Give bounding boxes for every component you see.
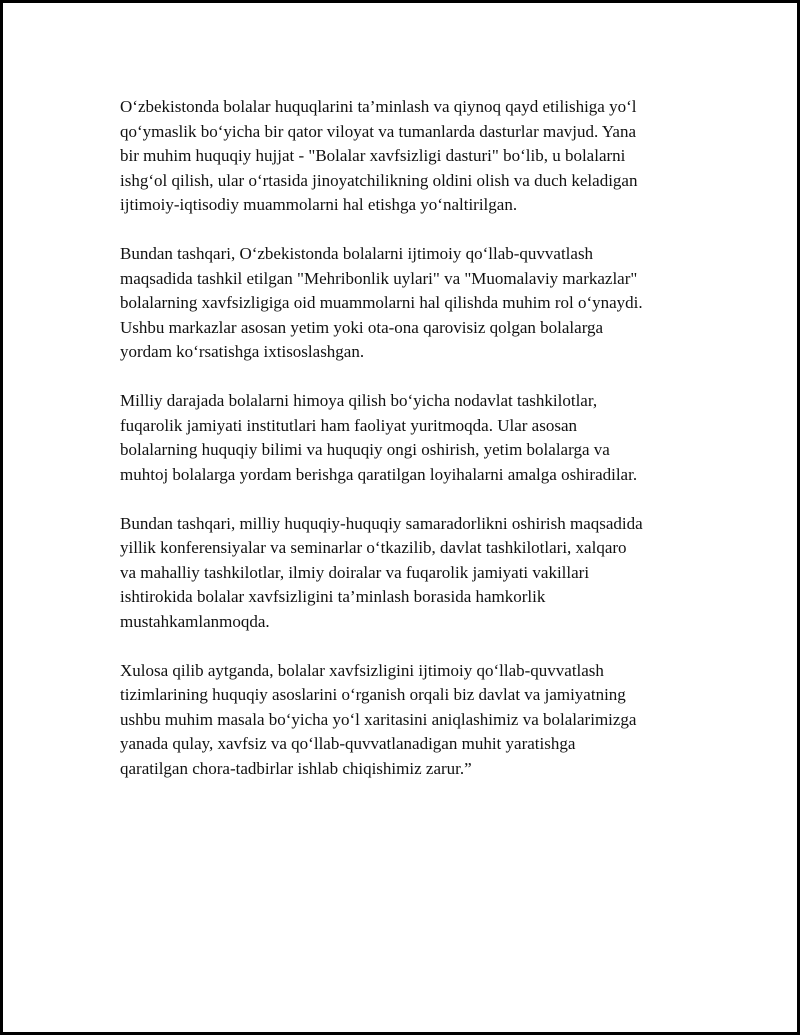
paragraph-1: O‘zbekistonda bolalar huquqlarini ta’minlash va qiynoq qayd etilishiga yo‘l qo‘ymaslik bo‘yicha bir qator viloyat va tumanlarda dasturlar mavjud. Yana bir muhim huquqiy hujjat - "Bolalar xavfsizligi dasturi" bo‘lib, u bolalarni ishg‘ol qilish, ular o‘rtasida jinoyatchilikning oldini olish va duch keladigan ijtimoiy-iqtisodiy muammolarni hal etishga yo‘naltirilgan. <box>120 97 638 214</box>
paragraph-4: Bundan tashqari, milliy huquqiy-huquqiy samaradorlikni oshirish maqsadida yillik konferensiyalar va seminarlar o‘tkazilib, davlat tashkilotlari, xalqaro va mahalliy tashkilotlar, ilmiy doiralar va fuqarolik jamiyati vakillari ishtirokida bolalar xavfsizligini ta’minlash borasida hamkorlik mustahkamlanmoqda. <box>120 513 643 631</box>
paragraph-3: Milliy darajada bolalarni himoya qilish bo‘yicha nodavlat tashkilotlar, fuqarolik jamiyati institutlari ham faoliyat yuritmoqda. Ular asosan bolalarning huquqiy bilimi va huquqiy ongi oshirish, yetim bolalarga va muhtoj bolalarga yordam berishga qaratilgan loyihalarni amalga oshiradilar. <box>120 391 638 484</box>
paragraph-5: Xulosa qilib aytganda, bolalar xavfsizligini ijtimoiy qo‘llab-quvvatlash tizimlarining huquqiy asoslarini o‘rganish orqali biz davlat va jamiyatning ushbu muhim masala bo‘yicha yo‘l xaritasini aniqlashimiz va bolalarimizga yanada qulay, xavfsiz va qo‘llab-quvvatlanadigan muhit yaratishga qaratilgan chora-tadbirlar ishlab chiqishimiz zarur.” <box>120 660 637 778</box>
paragraph-2: Bundan tashqari, O‘zbekistonda bolalarni ijtimoiy qo‘llab-quvvatlash maqsadida tashkil etilgan "Mehribonlik uylari" va "Muomalaviy markazlar" bolalarning xavfsizligiga oid muammolarni hal qilishda muhim rol o‘ynaydi. Ushbu markazlar asosan yetim yoki ota-ona qarovisiz qolgan bolalarga yordam ko‘rsatishga ixtisoslashgan. <box>120 244 643 361</box>
document-body <box>120 95 695 806</box>
